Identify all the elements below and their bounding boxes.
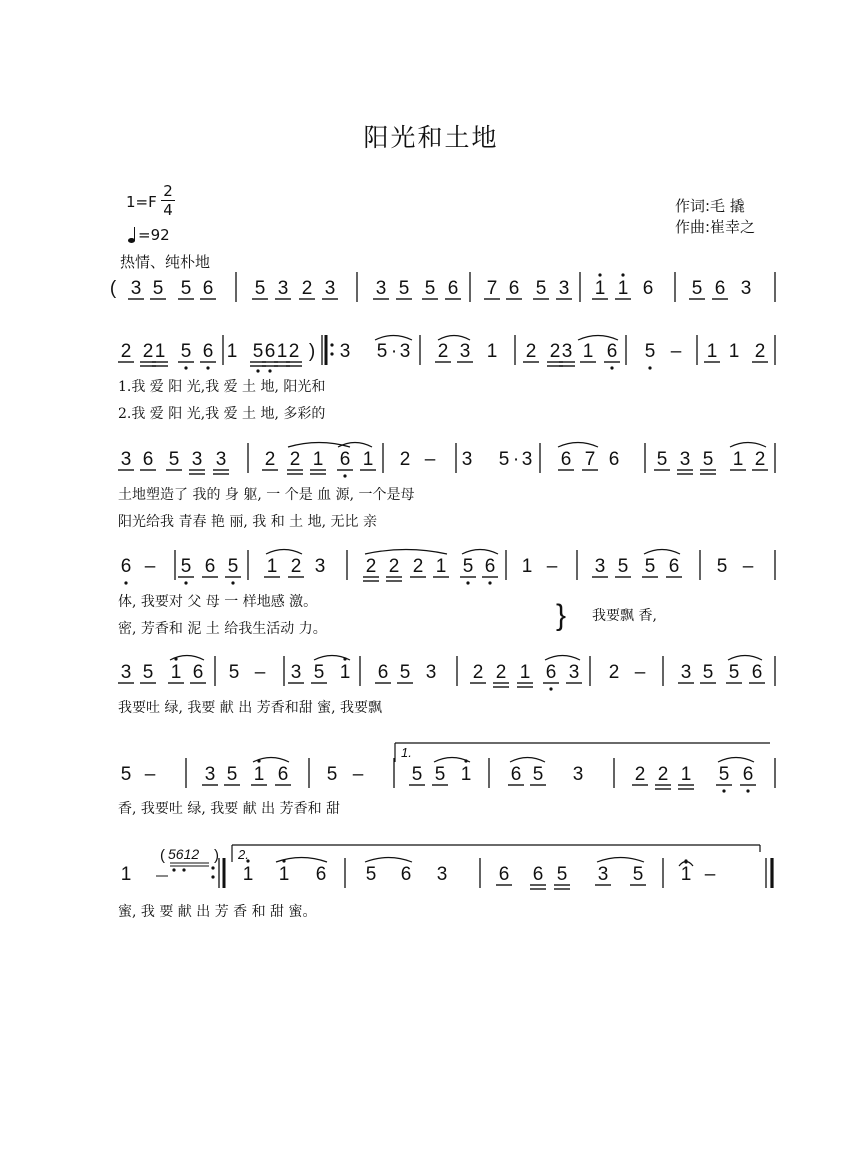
note-number: – <box>254 662 266 683</box>
low-octave-dot <box>231 581 234 584</box>
slur <box>597 858 644 863</box>
note-number: 3 <box>324 278 336 299</box>
note-number: 3 <box>399 341 411 362</box>
note-number: 6 <box>532 864 544 885</box>
note-number: 1 <box>728 341 740 362</box>
note-number: 6 <box>508 278 520 299</box>
lyric-line: 蜜, 我 要 献 出 芳 香 和 甜 蜜。 <box>118 904 317 920</box>
note-number: 5 <box>535 278 547 299</box>
note-number: 5 <box>702 662 714 683</box>
note-number: 5 <box>632 864 644 885</box>
note-number: 1 <box>242 864 254 885</box>
time-numerator: 2 <box>163 182 173 200</box>
note-number: 6 <box>498 864 510 885</box>
grace-paren: ( <box>160 847 165 864</box>
note-number: 1 <box>582 341 594 362</box>
time-denominator: 4 <box>163 201 173 219</box>
note-number: 5 <box>644 341 656 362</box>
lyric-line: 1.我 爱 阳 光,我 爱 土 地, 阳光和 <box>118 379 326 395</box>
note-number: 5 <box>656 449 668 470</box>
note-number: 5 <box>254 278 266 299</box>
note-number: 5 <box>556 864 568 885</box>
lyric-line: 密, 芳香和 泥 土 给我生活动 力。 <box>118 621 327 637</box>
lyric-line: 2.我 爱 阳 光,我 爱 土 地, 多彩的 <box>118 406 326 422</box>
note-number: 3 <box>679 449 691 470</box>
slur <box>365 550 447 555</box>
note-number: – <box>742 556 754 577</box>
note-number: 5 <box>180 341 192 362</box>
note-number: 5 <box>399 662 411 683</box>
note-number: 5 <box>691 278 703 299</box>
note-number: 5 <box>226 764 238 785</box>
note-number: 3 <box>680 662 692 683</box>
note-number: ) <box>308 341 316 362</box>
note-number: 3 <box>572 764 584 785</box>
note-number: 2 <box>495 662 507 683</box>
note-number: 1 <box>460 764 472 785</box>
note-number: 6 <box>642 278 654 299</box>
low-octave-dot <box>488 581 491 584</box>
note-number: 1 <box>486 341 498 362</box>
note-number: 3 <box>461 449 473 470</box>
note-number: 6 <box>447 278 459 299</box>
slur <box>375 336 412 341</box>
note-number: 6 <box>202 278 214 299</box>
low-octave-dot <box>184 366 187 369</box>
grace-low-dot <box>172 868 175 871</box>
note-number: 1 <box>594 278 606 299</box>
note-number: 6 <box>560 449 572 470</box>
note-number: 5 <box>411 764 423 785</box>
note-number: 2 <box>472 662 484 683</box>
note-number: 3 <box>277 278 289 299</box>
note-number: 3 <box>436 864 448 885</box>
note-number: 5 <box>462 556 474 577</box>
note-number: 2 <box>634 764 646 785</box>
note-number: 5 <box>152 278 164 299</box>
note-number: 1 <box>170 662 182 683</box>
note-number: 3 <box>521 449 533 470</box>
note-number: 5 <box>532 764 544 785</box>
note-number: 1 <box>362 449 374 470</box>
slur <box>644 550 680 555</box>
slur <box>510 758 545 763</box>
slur <box>338 443 372 448</box>
note-number: 3 <box>568 662 580 683</box>
note-number: 3 <box>425 662 437 683</box>
note-number: 5 <box>398 278 410 299</box>
note-number: – <box>144 764 156 785</box>
low-octave-dot <box>549 687 552 690</box>
note-number: 2 <box>301 278 313 299</box>
song-title: 阳光和土地 <box>363 123 499 152</box>
note-number: 1 <box>521 556 533 577</box>
note-number: 1 <box>266 556 278 577</box>
lyricist-credit: 作词:毛 撬 <box>675 197 745 215</box>
note-number: ( <box>109 278 117 299</box>
lyric-line: 香, 我要吐 绿, 我要 献 出 芳香和 甜 <box>118 801 341 817</box>
note-number: 2 <box>549 341 561 362</box>
note-number: 6 <box>264 341 276 362</box>
note-number: 3 <box>597 864 609 885</box>
note-number: 6 <box>545 662 557 683</box>
note-number: 2 <box>412 556 424 577</box>
note-number: – <box>546 556 558 577</box>
slur <box>578 336 618 341</box>
lyric-line: 体, 我要对 父 母 一 样地感 激。 <box>118 594 318 610</box>
note-number: 1 <box>120 864 132 885</box>
note-number: 6 <box>714 278 726 299</box>
note-number: 6 <box>142 449 154 470</box>
note-number: 3 <box>204 764 216 785</box>
note-number: 6 <box>315 864 327 885</box>
note-number: 5 <box>180 556 192 577</box>
low-octave-dot <box>343 474 346 477</box>
note-number: 1 <box>519 662 531 683</box>
note-number: 1 <box>732 449 744 470</box>
note-number: 3 <box>290 662 302 683</box>
note-number: 3 <box>120 449 132 470</box>
note-number: 5 <box>617 556 629 577</box>
note-number: 1 <box>339 662 351 683</box>
slur <box>728 656 762 661</box>
note-number: – <box>424 449 436 470</box>
note-number: 6 <box>204 556 216 577</box>
note-number: 5 <box>180 278 192 299</box>
note-number: 2 <box>365 556 377 577</box>
note-number: 5 <box>702 449 714 470</box>
note-number: 2 <box>264 449 276 470</box>
slur <box>462 550 498 555</box>
low-octave-dot <box>124 581 127 584</box>
slur <box>438 336 470 341</box>
note-number: 2 <box>289 449 301 470</box>
key-text: 1=F <box>126 193 157 211</box>
note-number: 3 <box>561 341 573 362</box>
note-number: 6 <box>277 764 289 785</box>
note-number: 2 <box>388 556 400 577</box>
brace-lyric: 我要飘 香, <box>592 608 657 624</box>
note-number: 5 <box>728 662 740 683</box>
slur <box>558 443 598 448</box>
mood-marking: 热情、纯朴地 <box>120 253 211 271</box>
note-number: 5 <box>644 556 656 577</box>
grace-notes: 5612 <box>168 846 200 862</box>
note-number: 2 <box>657 764 669 785</box>
note-number: 2 <box>608 662 620 683</box>
lyric-line: 土地塑造了 我的 身 躯, 一 个是 血 源, 一个是母 <box>118 487 415 503</box>
composer-credit: 作曲:崔幸之 <box>675 218 756 236</box>
note-number: 1 <box>278 864 290 885</box>
lyric-line: 我要吐 绿, 我要 献 出 芳香和甜 蜜, 我要飘 <box>118 700 383 716</box>
lyric-line: 阳光给我 青春 艳 丽, 我 和 土 地, 无比 亲 <box>118 514 377 530</box>
note-number: 6 <box>192 662 204 683</box>
note-number: 2 <box>399 449 411 470</box>
note-number: 3 <box>459 341 471 362</box>
note-number: 3 <box>339 341 351 362</box>
low-octave-dot <box>648 366 651 369</box>
note-number: 6 <box>339 449 351 470</box>
low-octave-dot <box>746 789 749 792</box>
note-number: 6 <box>606 341 618 362</box>
note-number: 5 <box>313 662 325 683</box>
note-number: 3 <box>130 278 142 299</box>
note-number: – <box>144 556 156 577</box>
note-number: 2 <box>754 341 766 362</box>
note-number: 1 <box>680 864 692 885</box>
low-octave-dot <box>722 789 725 792</box>
note-number: 3 <box>120 662 132 683</box>
note-number: 2 <box>142 341 154 362</box>
note-number: 6 <box>751 662 763 683</box>
low-octave-dot <box>610 366 613 369</box>
note-number: – <box>352 764 364 785</box>
note-number: 1 <box>226 341 238 362</box>
note-number: 1 <box>312 449 324 470</box>
note-number: 1 <box>617 278 629 299</box>
note-number: 3 <box>375 278 387 299</box>
low-octave-dot <box>184 581 187 584</box>
high-octave-dot <box>598 273 601 276</box>
slur <box>718 758 754 763</box>
note-number: 3 <box>740 278 752 299</box>
slur <box>545 656 580 661</box>
slur <box>730 443 766 448</box>
note-number: 2 <box>754 449 766 470</box>
note-number: – <box>634 662 646 683</box>
grace-low-dot <box>182 868 185 871</box>
repeat-dot <box>211 866 214 869</box>
note-number: 5 <box>252 341 264 362</box>
note-number: 2 <box>288 341 300 362</box>
note-number: 5 <box>142 662 154 683</box>
fermata-dot <box>684 860 687 863</box>
low-octave-dot <box>206 366 209 369</box>
low-octave-dot <box>256 369 259 372</box>
note-number: 2 <box>290 556 302 577</box>
note-number: 3 <box>191 449 203 470</box>
note-number: 1 <box>706 341 718 362</box>
note-number: 6 <box>400 864 412 885</box>
repeat-dot <box>330 343 333 346</box>
note-number: 3 <box>314 556 326 577</box>
note-number: 7 <box>584 449 596 470</box>
note-number: 2 <box>120 341 132 362</box>
note-number: 5 <box>424 278 436 299</box>
note-number: 1 <box>435 556 447 577</box>
note-number: 5 <box>365 864 377 885</box>
low-octave-dot <box>466 581 469 584</box>
note-number: 5 <box>326 764 338 785</box>
note-number: 1 <box>276 341 288 362</box>
note-number: – <box>670 341 682 362</box>
repeat-dot <box>211 875 214 878</box>
note-number: 6 <box>202 341 214 362</box>
volta-2-label: 2. <box>238 847 249 862</box>
grace-paren: ) <box>214 847 219 864</box>
high-octave-dot <box>621 273 624 276</box>
note-number: 6 <box>510 764 522 785</box>
note-number: 7 <box>486 278 498 299</box>
tempo-value: =92 <box>138 226 170 244</box>
note-number: 6 <box>742 764 754 785</box>
note-number: 5 <box>228 662 240 683</box>
note-number: 3 <box>594 556 606 577</box>
slur <box>266 550 302 555</box>
note-number: 6 <box>377 662 389 683</box>
repeat-dot <box>330 352 333 355</box>
lyric-brace: } <box>556 599 567 632</box>
note-number: 3 <box>215 449 227 470</box>
note-number: 5 <box>376 341 388 362</box>
slur <box>365 858 412 863</box>
note-number: 5 <box>168 449 180 470</box>
note-number: 5 <box>434 764 446 785</box>
note-number: 5 <box>227 556 239 577</box>
note-number: 3 <box>558 278 570 299</box>
note-number: 1 <box>154 341 166 362</box>
note-number: 2 <box>525 341 537 362</box>
note-number: 6 <box>120 556 132 577</box>
note-number: · <box>390 341 398 362</box>
volta-1-label: 1. <box>401 745 412 760</box>
note-number: 5 <box>498 449 510 470</box>
note-number: 5 <box>716 556 728 577</box>
note-number: · <box>512 449 520 470</box>
note-number: 1 <box>253 764 265 785</box>
note-number: 5 <box>718 764 730 785</box>
note-number: 2 <box>437 341 449 362</box>
note-number: 6 <box>608 449 620 470</box>
low-octave-dot <box>268 369 271 372</box>
note-number: 6 <box>484 556 496 577</box>
note-number: 1 <box>680 764 692 785</box>
note-number: 5 <box>120 764 132 785</box>
note-number: 6 <box>668 556 680 577</box>
note-number: – <box>704 864 716 885</box>
